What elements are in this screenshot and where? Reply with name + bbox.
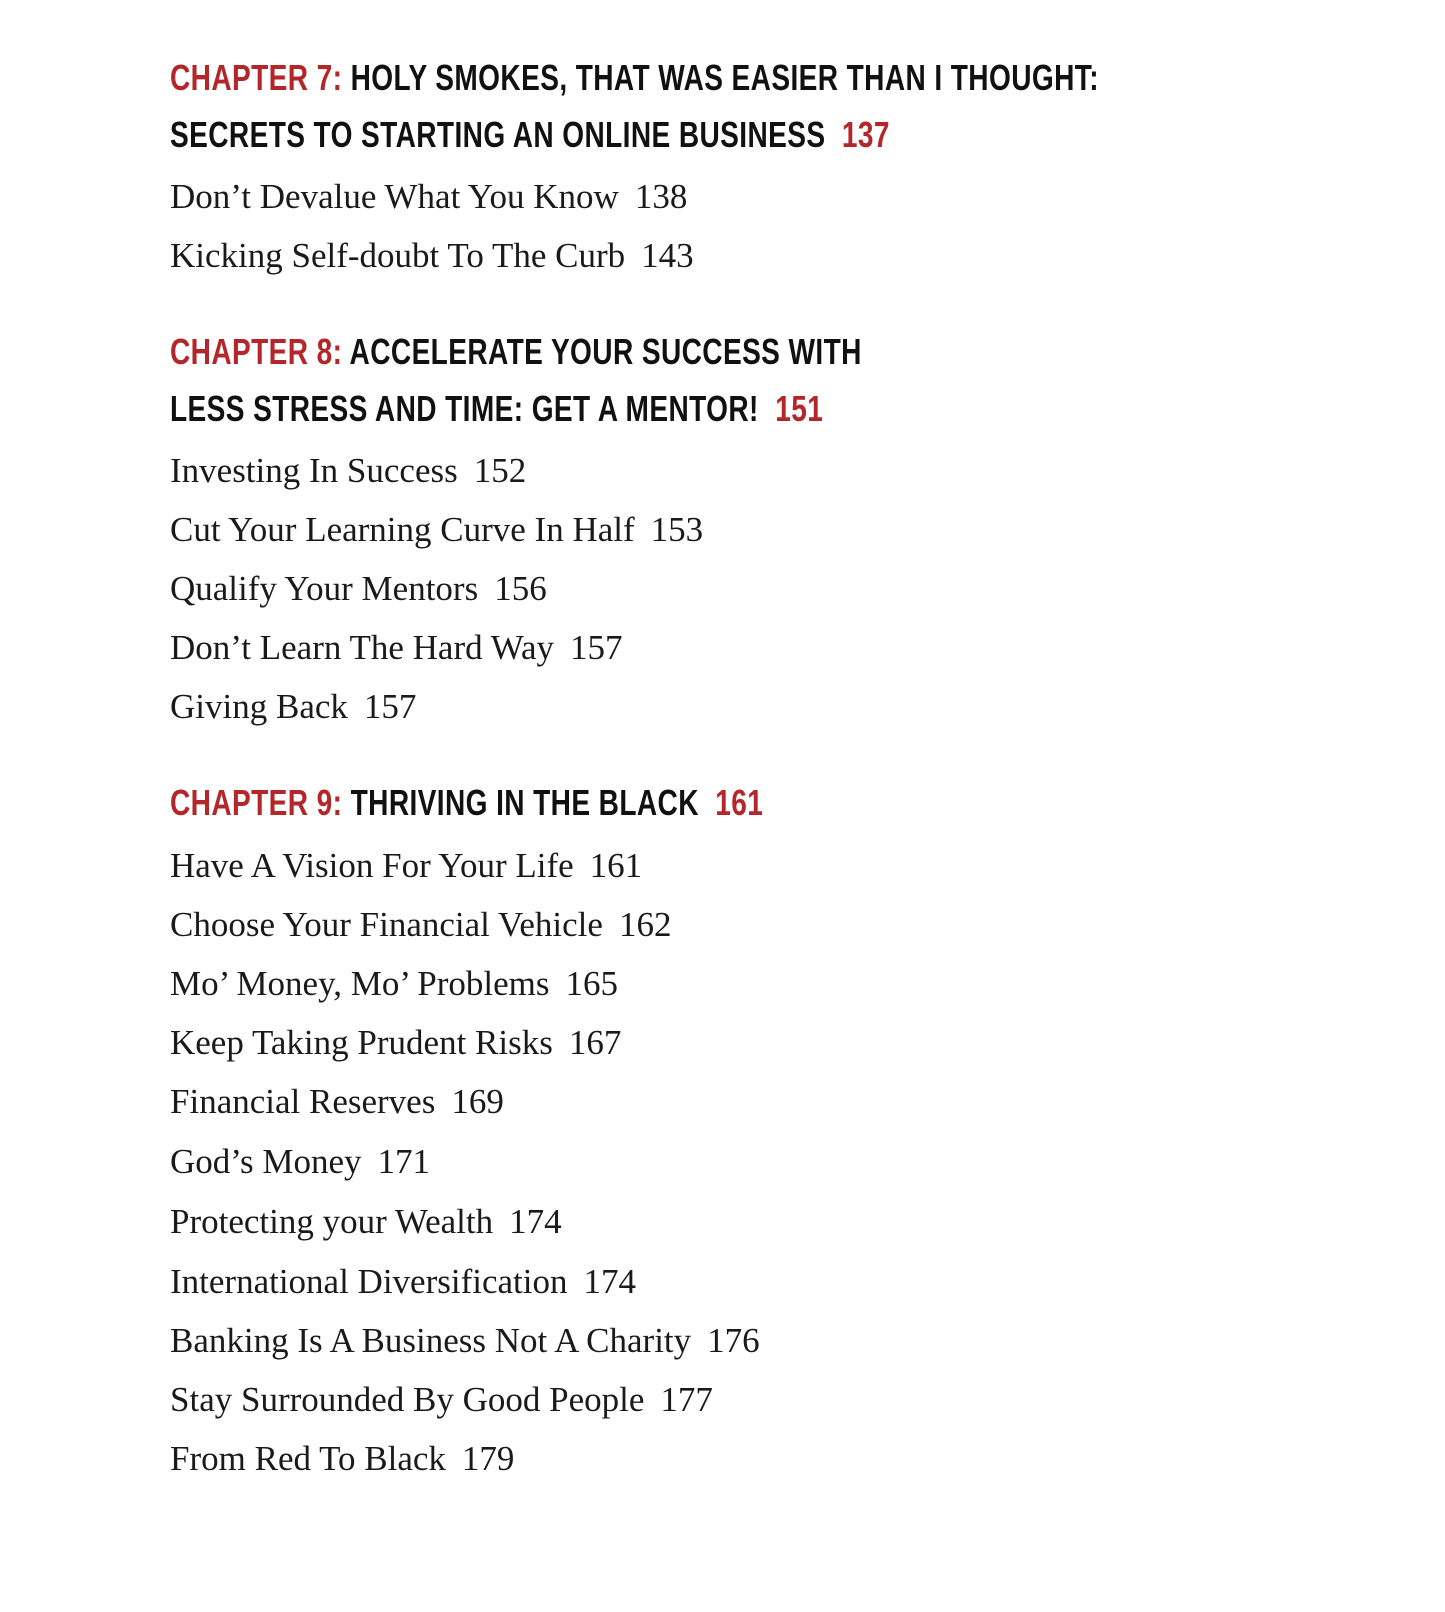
- chapter-8-heading[interactable]: [170, 323, 862, 437]
- toc-entry[interactable]: [170, 964, 618, 1004]
- entry-page-number: 165: [565, 964, 618, 1003]
- toc-entry[interactable]: [170, 687, 416, 727]
- chapter-label: CHAPTER 7:: [170, 57, 343, 98]
- entry-title: God’s Money: [170, 1142, 362, 1181]
- entry-page-number: 174: [509, 1202, 562, 1241]
- entry-page-number: 143: [641, 236, 694, 275]
- entry-page-number: 171: [377, 1142, 431, 1181]
- chapter-9-heading-line-1: [170, 774, 763, 831]
- chapter-8-heading-line-1: [170, 323, 862, 380]
- entry-page-number: 177: [660, 1380, 713, 1419]
- entry-title: Investing In Success: [170, 451, 458, 490]
- chapter-title: LESS STRESS AND TIME: GET A MENTOR!: [170, 388, 759, 429]
- entry-page-number: 179: [461, 1439, 515, 1478]
- toc-entry[interactable]: [170, 451, 526, 491]
- entry-title: Qualify Your Mentors: [170, 569, 479, 608]
- toc-entry[interactable]: [170, 1321, 760, 1361]
- toc-entry[interactable]: [170, 1439, 514, 1479]
- chapter-7-heading-line-1: [170, 49, 1099, 106]
- toc-entry[interactable]: [170, 236, 694, 276]
- entry-page-number: 169: [451, 1082, 504, 1121]
- chapter-label: CHAPTER 9:: [170, 782, 343, 823]
- entry-page-number: 153: [650, 510, 704, 549]
- entry-title: Kicking Self-doubt To The Curb: [170, 236, 626, 275]
- entry-title: Choose Your Financial Vehicle: [170, 905, 603, 944]
- toc-entry[interactable]: [170, 1380, 713, 1420]
- chapter-title: ACCELERATE YOUR SUCCESS WITH: [349, 331, 862, 372]
- entry-page-number: 174: [583, 1262, 636, 1301]
- toc-entry[interactable]: [170, 569, 547, 609]
- toc-entry[interactable]: [170, 628, 623, 668]
- entry-title: Keep Taking Prudent Risks: [170, 1023, 553, 1062]
- entry-title: Don’t Learn The Hard Way: [170, 628, 555, 667]
- chapter-title: HOLY SMOKES, THAT WAS EASIER THAN I THOUGHT:: [350, 57, 1099, 98]
- entry-page-number: 176: [707, 1321, 760, 1360]
- toc-entry[interactable]: [170, 1082, 504, 1122]
- entry-page-number: 156: [494, 569, 547, 608]
- entry-page-number: 162: [618, 905, 672, 944]
- chapter-9-heading[interactable]: [170, 774, 763, 831]
- toc-entry[interactable]: [170, 1262, 636, 1302]
- chapter-page-number: 161: [715, 782, 764, 823]
- entry-title: Financial Reserves: [170, 1082, 436, 1121]
- chapter-title: SECRETS TO STARTING AN ONLINE BUSINESS: [170, 114, 826, 155]
- chapter-8-heading-line-2: [170, 380, 862, 437]
- entry-title: Protecting your Wealth: [170, 1202, 494, 1241]
- toc-entry[interactable]: [170, 510, 703, 550]
- entry-page-number: 152: [473, 451, 527, 490]
- entry-page-number: 161: [589, 846, 643, 885]
- chapter-title: THRIVING IN THE BLACK: [350, 782, 699, 823]
- toc-entry[interactable]: [170, 905, 671, 945]
- entry-title: Stay Surrounded By Good People: [170, 1380, 645, 1419]
- toc-entry[interactable]: [170, 846, 642, 886]
- chapter-label: CHAPTER 8:: [170, 331, 343, 372]
- entry-page-number: 138: [634, 177, 688, 216]
- toc-entry[interactable]: [170, 1202, 562, 1242]
- entry-page-number: 167: [568, 1023, 622, 1062]
- entry-title: International Diversification: [170, 1262, 568, 1301]
- entry-page-number: 157: [363, 687, 417, 726]
- entry-title: Have A Vision For Your Life: [170, 846, 574, 885]
- chapter-page-number: 151: [775, 388, 824, 429]
- toc-entry[interactable]: [170, 177, 687, 217]
- chapter-7-heading-line-2: [170, 106, 1099, 163]
- chapter-7-heading[interactable]: [170, 49, 1099, 163]
- entry-title: Mo’ Money, Mo’ Problems: [170, 964, 550, 1003]
- toc-entry[interactable]: [170, 1142, 430, 1182]
- entry-title: From Red To Black: [170, 1439, 446, 1478]
- chapter-page-number: 137: [841, 114, 890, 155]
- entry-title: Giving Back: [170, 687, 348, 726]
- entry-title: Don’t Devalue What You Know: [170, 177, 619, 216]
- entry-title: Cut Your Learning Curve In Half: [170, 510, 635, 549]
- entry-page-number: 157: [570, 628, 623, 667]
- toc-entry[interactable]: [170, 1023, 621, 1063]
- entry-title: Banking Is A Business Not A Charity: [170, 1321, 692, 1360]
